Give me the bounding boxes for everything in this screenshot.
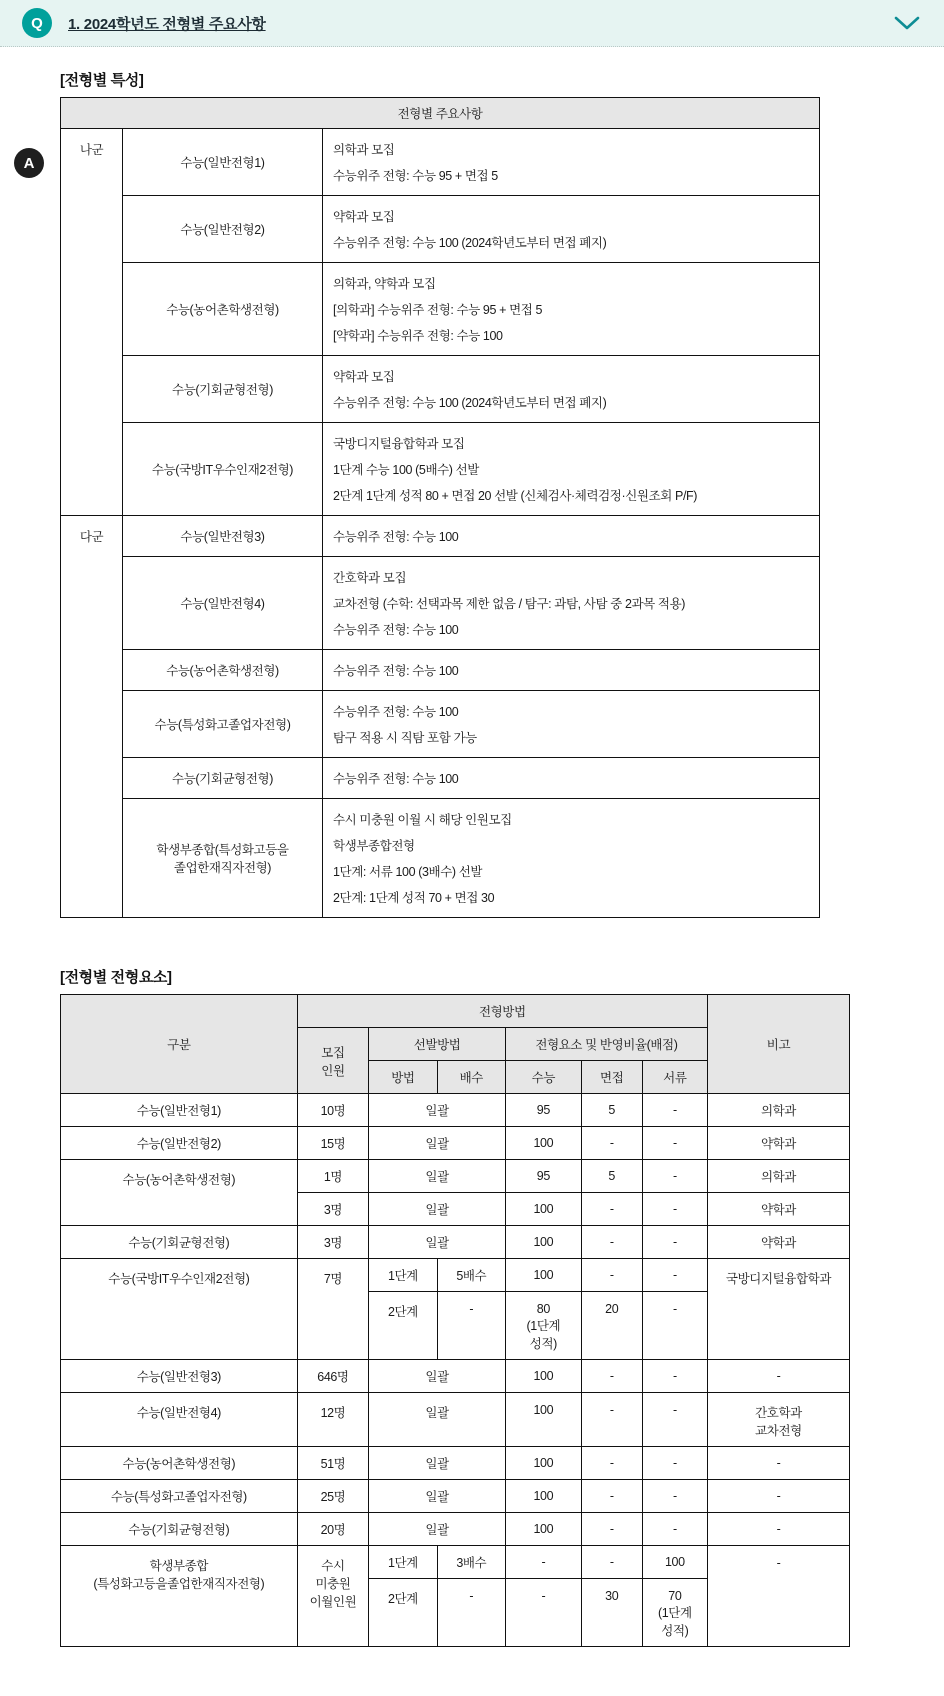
table-row	[61, 1360, 850, 1393]
row-documents: -	[642, 1480, 707, 1513]
row-multiple: 5배수	[437, 1259, 505, 1292]
desc-line: 1단계 수능 100 (5배수) 선발	[333, 463, 479, 477]
row-remark: -	[707, 1447, 849, 1480]
row-suneung: 100	[505, 1360, 581, 1393]
admission-description	[323, 557, 820, 650]
value-line: (1단계	[657, 1606, 692, 1620]
answer-badge-wrap	[14, 148, 44, 178]
row-quota: 25명	[297, 1480, 369, 1513]
desc-line: 의학과, 약학과 모집	[333, 277, 436, 291]
admission-description	[323, 356, 820, 423]
row-gubun: 수능(일반전형4)	[61, 1393, 298, 1447]
desc-line: 2단계 1단계 성적 80 + 면접 20 선발 (신체검사·체력검정·신원조회 P/F)	[333, 489, 698, 503]
value-line: 미충원	[315, 1577, 351, 1591]
value-line: 수시	[321, 1559, 345, 1573]
row-documents	[642, 1579, 707, 1647]
row-interview: -	[581, 1127, 642, 1160]
row-gubun: 수능(농어촌학생전형)	[61, 1160, 298, 1226]
row-method: 일괄	[369, 1193, 506, 1226]
section-characteristics	[60, 69, 944, 918]
row-gubun: 수능(기회균형전형)	[61, 1513, 298, 1546]
row-suneung: 100	[505, 1193, 581, 1226]
admission-description	[323, 423, 820, 516]
value-line: 성적)	[661, 1624, 689, 1638]
row-interview: -	[581, 1513, 642, 1546]
row-suneung: 100	[505, 1393, 581, 1447]
row-multiple: 3배수	[437, 1546, 505, 1579]
row-method: 일괄	[369, 1226, 506, 1259]
desc-line: 수능위주 전형: 수능 100 (2024학년도부터 면접 폐지)	[333, 396, 607, 410]
row-gubun: 수능(특성화고졸업자전형)	[61, 1480, 298, 1513]
row-quota: 1명	[297, 1160, 369, 1193]
header-method-group: 전형방법	[297, 995, 707, 1028]
row-remark: -	[707, 1513, 849, 1546]
question-title[interactable]: 1. 2024학년도 전형별 주요사항	[68, 15, 266, 33]
row-quota: 10명	[297, 1094, 369, 1127]
row-multiple: -	[437, 1579, 505, 1647]
table-row	[61, 758, 820, 799]
row-method: 일괄	[369, 1094, 506, 1127]
row-quota: 646명	[297, 1360, 369, 1393]
desc-line: 수능위주 전형: 수능 100	[333, 705, 459, 719]
row-documents: -	[642, 1259, 707, 1292]
row-suneung: 100	[505, 1480, 581, 1513]
table-header-row	[61, 98, 820, 129]
row-gubun: 수능(일반전형3)	[61, 1360, 298, 1393]
table-row	[61, 1447, 850, 1480]
row-suneung: 100	[505, 1127, 581, 1160]
table-admission-factors	[60, 994, 850, 1647]
row-documents: -	[642, 1193, 707, 1226]
table-header-row	[61, 995, 850, 1028]
group-label-nagun: 나군	[61, 129, 123, 516]
desc-line: 간호학과 모집	[333, 571, 407, 585]
row-remark: -	[707, 1360, 849, 1393]
admission-type: 수능(기회균형전형)	[123, 758, 323, 799]
row-method: 일괄	[369, 1513, 506, 1546]
header-suneung: 수능	[505, 1061, 581, 1094]
row-method: 일괄	[369, 1447, 506, 1480]
table-admission-characteristics	[60, 97, 820, 918]
row-remark: 약학과	[707, 1127, 849, 1160]
row-quota: 7명	[297, 1259, 369, 1360]
desc-line: 학생부종합전형	[333, 839, 415, 853]
table-row	[61, 1160, 850, 1193]
admission-description	[323, 691, 820, 758]
chevron-down-icon[interactable]	[894, 15, 920, 31]
admission-type: 수능(일반전형2)	[123, 196, 323, 263]
section1-title: [전형별 특성]	[60, 72, 144, 89]
row-remark: 국방디지털융합학과	[707, 1259, 849, 1360]
table-row	[61, 356, 820, 423]
row-documents: -	[642, 1160, 707, 1193]
header-quota-line: 모집	[321, 1045, 345, 1060]
admission-type: 수능(일반전형3)	[123, 516, 323, 557]
answer-body	[0, 69, 944, 1657]
desc-line: 수능위주 전형: 수능 100	[333, 664, 459, 678]
table-row	[61, 1226, 850, 1259]
row-interview: 30	[581, 1579, 642, 1647]
question-header-bar[interactable]	[0, 0, 944, 47]
header-factor-ratio: 전형요소 및 반영비율(배점)	[505, 1028, 707, 1061]
admission-type: 수능(농어촌학생전형)	[123, 650, 323, 691]
row-interview: -	[581, 1393, 642, 1447]
type-line: 졸업한재직자전형)	[173, 861, 272, 875]
row-documents: -	[642, 1447, 707, 1480]
desc-line: 수능위주 전형: 수능 100	[333, 530, 459, 544]
admission-description	[323, 758, 820, 799]
row-documents: -	[642, 1127, 707, 1160]
admission-type: 수능(농어촌학생전형)	[123, 263, 323, 356]
desc-line: 약학과 모집	[333, 210, 395, 224]
row-interview: -	[581, 1447, 642, 1480]
row-quota: 20명	[297, 1513, 369, 1546]
row-documents: 100	[642, 1546, 707, 1579]
admission-description	[323, 650, 820, 691]
table-row	[61, 1127, 850, 1160]
row-suneung: 100	[505, 1447, 581, 1480]
row-gubun: 수능(국방IT우수인재2전형)	[61, 1259, 298, 1360]
row-interview: -	[581, 1259, 642, 1292]
header-select-method: 선발방법	[369, 1028, 506, 1061]
row-gubun	[61, 1546, 298, 1647]
desc-line: [의학과] 수능위주 전형: 수능 95 + 면접 5	[333, 303, 543, 317]
header-method: 방법	[369, 1061, 437, 1094]
row-interview: 5	[581, 1160, 642, 1193]
desc-line: 수시 미충원 이월 시 해당 인원모집	[333, 813, 512, 827]
row-interview: -	[581, 1360, 642, 1393]
row-documents: -	[642, 1292, 707, 1360]
table-row	[61, 1546, 850, 1579]
desc-line: 수능위주 전형: 수능 100	[333, 772, 459, 786]
table-row	[61, 557, 820, 650]
section2-title: [전형별 전형요소]	[60, 969, 172, 986]
row-method: 1단계	[369, 1259, 437, 1292]
desc-line: 1단계: 서류 100 (3배수) 선발	[333, 865, 483, 879]
table-row	[61, 691, 820, 758]
row-documents: -	[642, 1513, 707, 1546]
row-interview: -	[581, 1193, 642, 1226]
row-method: 일괄	[369, 1360, 506, 1393]
desc-line: 의학과 모집	[333, 143, 395, 157]
header-gubun: 구분	[61, 995, 298, 1094]
answer-badge: A	[14, 148, 44, 178]
row-suneung: 95	[505, 1094, 581, 1127]
admission-type	[123, 799, 323, 918]
desc-line: 수능위주 전형: 수능 100 (2024학년도부터 면접 폐지)	[333, 236, 607, 250]
section-admission-factors	[60, 966, 944, 1647]
group-label-dagun: 다군	[61, 516, 123, 918]
row-method: 일괄	[369, 1160, 506, 1193]
header-documents: 서류	[642, 1061, 707, 1094]
row-suneung: 100	[505, 1226, 581, 1259]
row-remark: 약학과	[707, 1226, 849, 1259]
desc-line: [약학과] 수능위주 전형: 수능 100	[333, 329, 503, 343]
row-multiple: -	[437, 1292, 505, 1360]
row-remark: 의학과	[707, 1160, 849, 1193]
value-line: 학생부종합	[149, 1559, 209, 1573]
table-row	[61, 1513, 850, 1546]
admission-type: 수능(기회균형전형)	[123, 356, 323, 423]
header-multiple: 배수	[437, 1061, 505, 1094]
desc-line: 국방디지털융합학과 모집	[333, 437, 465, 451]
row-documents: -	[642, 1360, 707, 1393]
row-method: 2단계	[369, 1579, 437, 1647]
table-row	[61, 423, 820, 516]
row-quota	[297, 1546, 369, 1647]
table-row	[61, 1393, 850, 1447]
admission-type: 수능(특성화고졸업자전형)	[123, 691, 323, 758]
row-suneung: -	[505, 1546, 581, 1579]
row-interview: 5	[581, 1094, 642, 1127]
desc-line: 수능위주 전형: 수능 100	[333, 623, 459, 637]
row-gubun: 수능(농어촌학생전형)	[61, 1447, 298, 1480]
value-line: (1단계	[526, 1319, 561, 1333]
row-suneung: 100	[505, 1259, 581, 1292]
table-row	[61, 1480, 850, 1513]
question-badge: Q	[22, 8, 52, 38]
row-suneung: 100	[505, 1513, 581, 1546]
admission-description	[323, 196, 820, 263]
row-documents: -	[642, 1094, 707, 1127]
row-quota: 3명	[297, 1226, 369, 1259]
value-line: 80	[536, 1302, 550, 1316]
header-interview: 면접	[581, 1061, 642, 1094]
row-interview: -	[581, 1226, 642, 1259]
row-method: 2단계	[369, 1292, 437, 1360]
row-quota: 15명	[297, 1127, 369, 1160]
row-gubun: 수능(일반전형1)	[61, 1094, 298, 1127]
value-line: 교차전형	[755, 1424, 802, 1438]
type-line: 학생부종합(특성화고등을	[156, 843, 289, 857]
table-row	[61, 263, 820, 356]
admission-type: 수능(국방IT우수인재2전형)	[123, 423, 323, 516]
row-interview: -	[581, 1480, 642, 1513]
row-gubun: 수능(일반전형2)	[61, 1127, 298, 1160]
admission-description	[323, 516, 820, 557]
table-row	[61, 650, 820, 691]
row-method: 일괄	[369, 1393, 506, 1447]
row-method: 1단계	[369, 1546, 437, 1579]
header-remark: 비고	[707, 995, 849, 1094]
row-documents: -	[642, 1393, 707, 1447]
table-row	[61, 196, 820, 263]
row-method: 일괄	[369, 1127, 506, 1160]
row-quota: 3명	[297, 1193, 369, 1226]
row-suneung	[505, 1292, 581, 1360]
row-method: 일괄	[369, 1480, 506, 1513]
row-remark: -	[707, 1546, 849, 1647]
admission-description	[323, 263, 820, 356]
admission-description	[323, 129, 820, 196]
table1-main-header: 전형별 주요사항	[61, 98, 820, 129]
admission-description	[323, 799, 820, 918]
row-remark	[707, 1393, 849, 1447]
row-suneung: 95	[505, 1160, 581, 1193]
value-line: (특성화고등을졸업한재직자전형)	[93, 1577, 265, 1591]
value-line: 간호학과	[755, 1406, 802, 1420]
row-remark: -	[707, 1480, 849, 1513]
row-remark: 약학과	[707, 1193, 849, 1226]
row-gubun: 수능(기회균형전형)	[61, 1226, 298, 1259]
table-row	[61, 1259, 850, 1292]
table-row	[61, 1094, 850, 1127]
value-line: 70	[668, 1589, 682, 1603]
value-line: 이월인원	[309, 1595, 357, 1609]
admission-type: 수능(일반전형1)	[123, 129, 323, 196]
table-row	[61, 799, 820, 918]
desc-line: 수능위주 전형: 수능 95 + 면접 5	[333, 169, 498, 183]
desc-line: 교차전형 (수학: 선택과목 제한 없음 / 탐구: 과탐, 사탐 중 2과목 적용)	[333, 597, 686, 611]
row-interview: 20	[581, 1292, 642, 1360]
table-row	[61, 129, 820, 196]
row-interview: -	[581, 1546, 642, 1579]
desc-line: 약학과 모집	[333, 370, 395, 384]
row-remark: 의학과	[707, 1094, 849, 1127]
row-quota: 12명	[297, 1393, 369, 1447]
table-row	[61, 516, 820, 557]
row-suneung: -	[505, 1579, 581, 1647]
header-quota	[297, 1028, 369, 1094]
desc-line: 탐구 적용 시 직탐 포함 가능	[333, 731, 477, 745]
header-quota-line: 인원	[321, 1063, 345, 1078]
admission-type: 수능(일반전형4)	[123, 557, 323, 650]
desc-line: 2단계: 1단계 성적 70 + 면접 30	[333, 891, 495, 905]
row-quota: 51명	[297, 1447, 369, 1480]
value-line: 성적)	[529, 1337, 557, 1351]
row-documents: -	[642, 1226, 707, 1259]
